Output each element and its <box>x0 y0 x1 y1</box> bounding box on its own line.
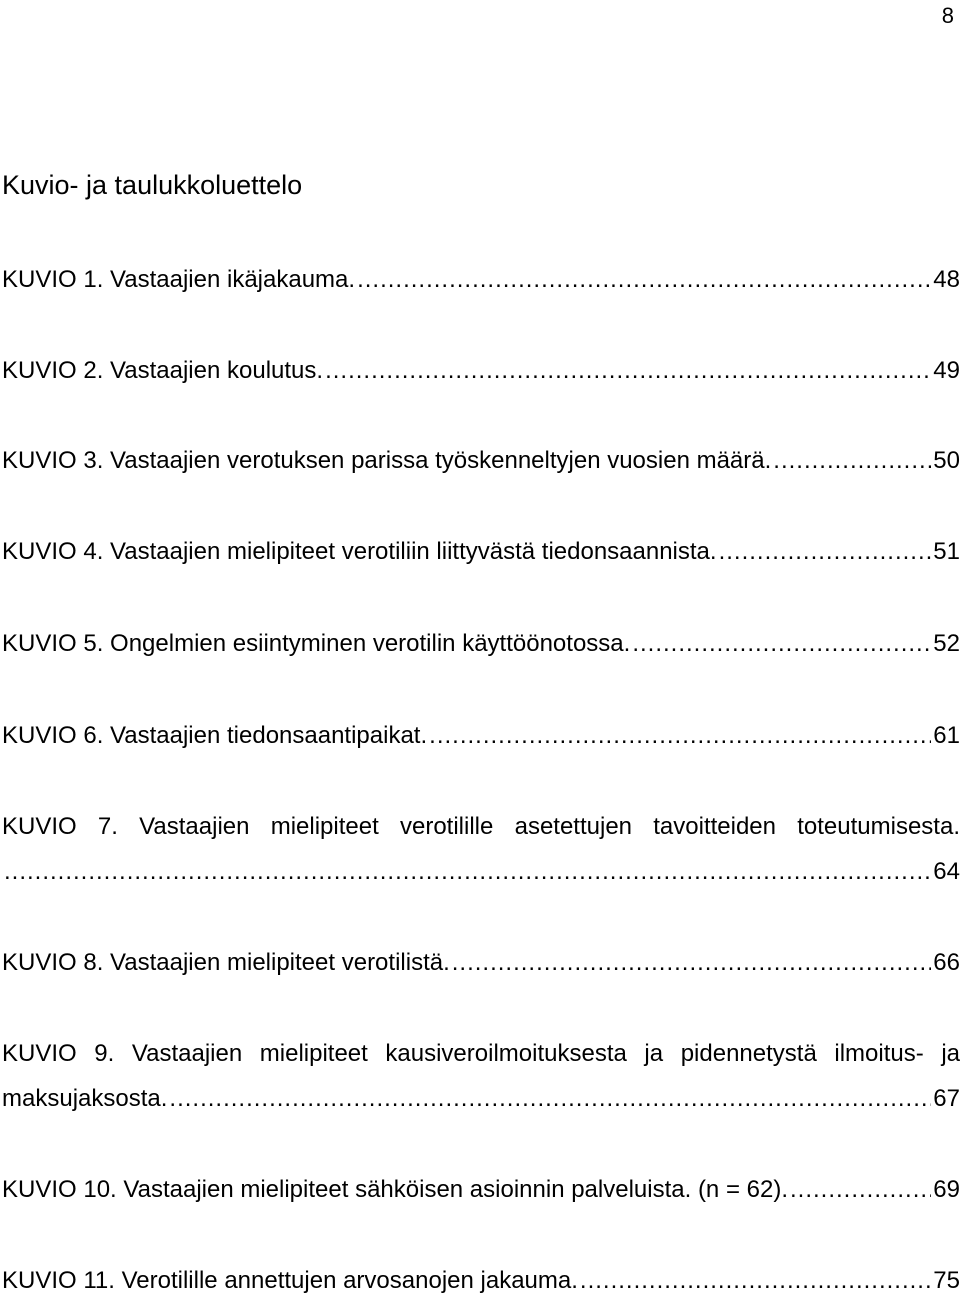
toc-entry-kuvio-2[interactable] <box>2 355 960 387</box>
entry-page: 50 <box>933 447 960 474</box>
entry-page: 49 <box>933 357 960 384</box>
toc-entry-kuvio-4[interactable] <box>2 536 960 568</box>
entry-label: KUVIO 5. Ongelmien esiintyminen verotilin käyttöönotossa. <box>2 630 631 657</box>
entry-label: KUVIO 11. Verotilille annettujen arvosanojen jakauma. <box>2 1267 578 1294</box>
dot-leader <box>790 1174 931 1206</box>
entry-label: KUVIO 10. Vastaajien mielipiteet sähköisen asioinnin palveluista. (n = 62). <box>2 1176 788 1203</box>
dot-leader <box>357 264 931 296</box>
page-number: 8 <box>941 3 954 28</box>
toc-entry-kuvio-9[interactable] <box>2 1083 960 1115</box>
dot-leader <box>632 628 931 660</box>
toc-entry-kuvio-11[interactable] <box>2 1265 960 1297</box>
toc-entry-kuvio-7-line1[interactable]: KUVIO 7. Vastaajien mielipiteet verotilille asetettujen tavoitteiden toteutumisesta. <box>2 813 960 840</box>
entry-page: 51 <box>933 538 960 565</box>
entry-label: KUVIO 2. Vastaajien koulutus. <box>2 357 324 384</box>
dot-leader <box>452 947 932 979</box>
toc-entry-kuvio-7[interactable] <box>2 856 960 888</box>
entry-page: 61 <box>933 722 960 749</box>
entry-page: 67 <box>933 1085 960 1112</box>
dot-leader <box>169 1083 931 1115</box>
entry-page: 66 <box>933 949 960 976</box>
entry-page: 64 <box>933 858 960 885</box>
toc-entry-kuvio-3[interactable] <box>2 445 960 477</box>
dot-leader <box>325 355 931 387</box>
page-title: Kuvio- ja taulukkoluettelo <box>2 170 303 200</box>
dot-leader <box>429 720 931 752</box>
entry-page: 75 <box>933 1267 960 1294</box>
dot-leader <box>4 856 931 888</box>
toc-entry-kuvio-8[interactable] <box>2 947 960 979</box>
toc-entry-kuvio-10[interactable] <box>2 1174 960 1206</box>
toc-entry-kuvio-5[interactable] <box>2 628 960 660</box>
entry-page: 52 <box>933 630 960 657</box>
dot-leader <box>773 445 931 477</box>
entry-label: KUVIO 4. Vastaajien mielipiteet verotiliin liittyvästä tiedonsaannista. <box>2 538 717 565</box>
dot-leader <box>719 536 932 568</box>
entry-label: KUVIO 3. Vastaajien verotuksen parissa työskenneltyjen vuosien määrä. <box>2 447 772 474</box>
entry-label: KUVIO 8. Vastaajien mielipiteet verotilistä. <box>2 949 450 976</box>
entry-label: KUVIO 1. Vastaajien ikäjakauma. <box>2 266 356 293</box>
toc-entry-kuvio-1[interactable] <box>2 264 960 296</box>
toc-entry-kuvio-6[interactable] <box>2 720 960 752</box>
dot-leader <box>580 1265 931 1297</box>
entry-page: 48 <box>933 266 960 293</box>
entry-label: maksujaksosta. <box>2 1085 168 1112</box>
toc-entry-kuvio-9-line1[interactable]: KUVIO 9. Vastaajien mielipiteet kausiveroilmoituksesta ja pidennetystä ilmoitus- ja <box>2 1040 960 1067</box>
entry-label: KUVIO 6. Vastaajien tiedonsaantipaikat. <box>2 722 428 749</box>
entry-page: 69 <box>933 1176 960 1203</box>
